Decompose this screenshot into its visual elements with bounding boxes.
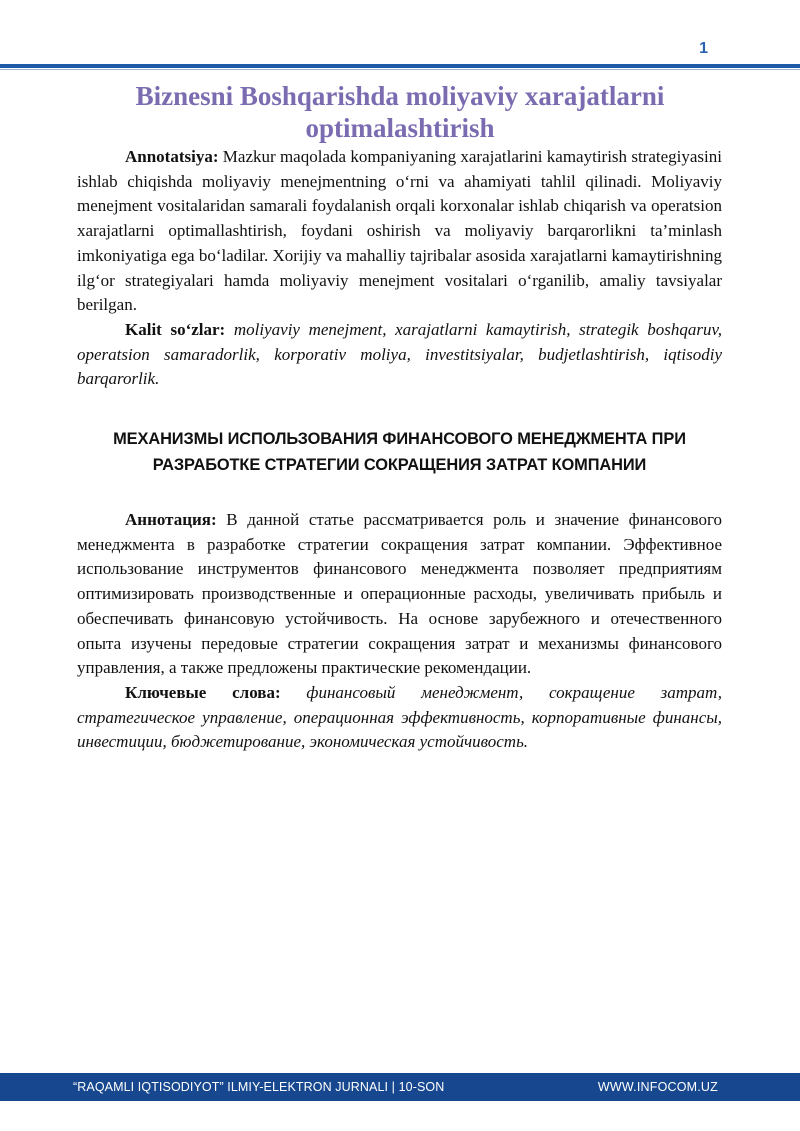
uz-annotation-text: Mazkur maqolada kompaniyaning xarajatlarini kamaytirish strategiyasini ishlab chiqishda moliyaviy menejmentning o‘rni va ahamiyati tahlil qilinadi. Moliyaviy menejment vositalaridan samarali foydalanish orqali korxonalar ishlab chiqarish va operatsion xarajatlarni optimallashtirish, foydani oshirish va moliyaviy barqarorlikni ta’minlash imkoniyatiga ega bo‘ladilar. Xorijiy va mahalliy tajribalar asosida xarajatlarni kamaytirishning ilg‘or strategiyalari hamda moliyaviy menejment vositalari o‘rganilib, amaliy tavsiyalar berilgan.: [77, 147, 722, 315]
footer-website-link[interactable]: WWW.INFOCOM.UZ: [597, 1080, 718, 1094]
page-number: 1: [699, 40, 708, 57]
ru-keywords: [77, 681, 722, 755]
uz-keywords-label: Kalit so‘zlar:: [125, 319, 226, 339]
ru-heading: МЕХАНИЗМЫ ИСПОЛЬЗОВАНИЯ ФИНАНСОВОГО МЕНЕДЖМЕНТА ПРИ РАЗРАБОТКЕ СТРАТЕГИИ СОКРАЩЕНИЯ ЗАТРАТ КОМПАНИИ: [113, 430, 686, 475]
ru-annotation-text: В данной статье рассматривается роль и значение финансового менеджмента в разработке стратегии сокращения затрат компании. Эффективное использование инструментов финансового менеджмента позволяет предприятиям оптимизировать производственные и операционные расходы, увеличивать прибыль и обеспечивать финансовую устойчивость. На основе зарубежного и отечественного опыта изучены передовые стратегии сокращения затрат и механизмы финансового управления, а также предложены практические рекомендации.: [77, 510, 722, 678]
ru-keywords-text: финансовый менеджмент, сокращение затрат, стратегическое управление, операционная эффективность, корпоративные финансы, инвестиции, бюджетирование, экономическая устойчивость.: [77, 682, 723, 752]
ru-annotation: [77, 508, 722, 681]
uz-annotation-label: Annotatsiya:: [125, 147, 219, 166]
article-title: Biznesni Boshqarishda moliyaviy xarajatlarni optimalashtirish: [135, 81, 665, 143]
footer-bar: [0, 1073, 800, 1101]
article-body: [77, 145, 722, 755]
ru-annotation-label: Аннотация:: [125, 510, 217, 530]
uz-keywords-text: moliyaviy menejment, xarajatlarni kamaytirish, strategik boshqaruv, operatsion samaradorlik, korporativ moliya, investitsiyalar, budjetlashtirish, iqtisodiy barqarorlik.: [77, 319, 722, 389]
header-rule-thin: [0, 69, 800, 70]
footer-journal-name: “RAQAMLI IQTISODIYOT” ILMIY-ELEKTRON JURNALI | 10-SON: [73, 1080, 445, 1094]
uz-keywords: [77, 318, 722, 392]
ru-keywords-label: Ключевые слова:: [125, 682, 281, 702]
header-rule: [0, 64, 800, 68]
uz-annotation: [77, 145, 722, 318]
